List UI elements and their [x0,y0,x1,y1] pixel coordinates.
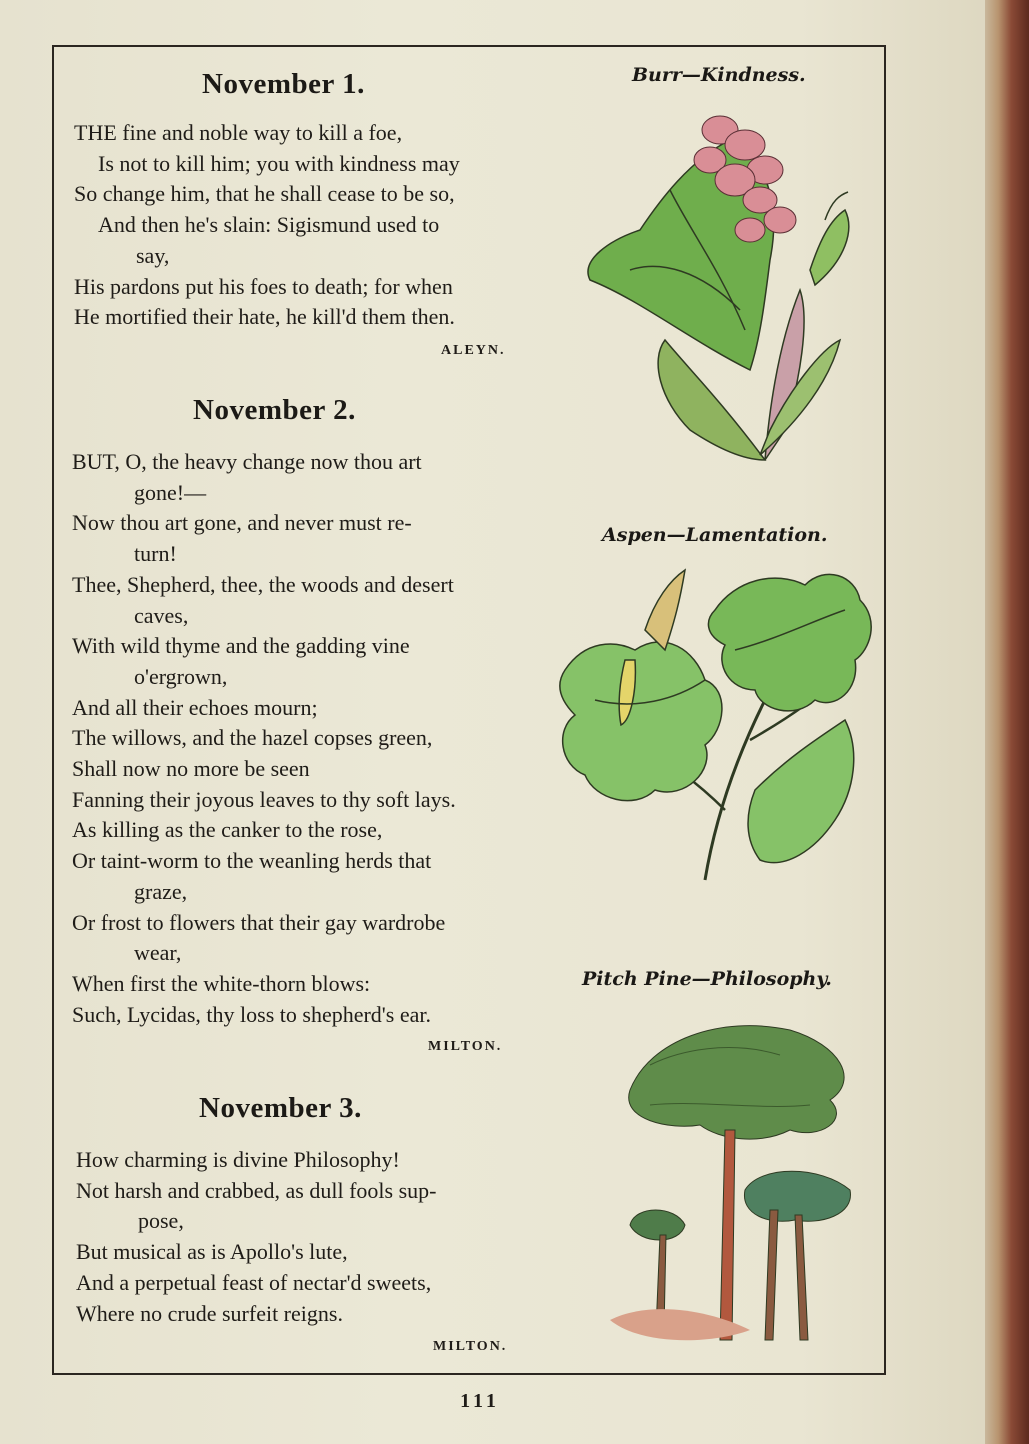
book-cover-edge [985,0,1029,1444]
plate-caption-aspen: Aspen—Lamentation. [602,524,828,546]
poem-line: Not harsh and crabbed, as dull fools sup- [76,1177,437,1203]
poem-line: o'ergrown, [134,663,228,689]
poem-line: say, [136,242,170,268]
poem-line: caves, [134,602,189,628]
poem-line: His pardons put his foes to death; for when [74,273,453,299]
poem-line: pose, [138,1208,184,1234]
poem-line: Is not to kill him; you with kindness may [98,150,460,176]
poem-line: Shall now no more be seen [72,756,310,782]
poem-line: Fanning their joyous leaves to thy soft lays. [72,786,456,812]
poem-nov-3 [76,1145,436,1329]
poem-line: And all their echoes mourn; [72,694,318,720]
author-attribution: ALEYN. [441,343,506,358]
poem-line: Or taint-worm to the weanling herds that [72,848,432,874]
poem-line: So change him, that he shall cease to be so, [74,181,455,207]
poem-line: turn! [134,541,177,567]
poem-line: graze, [134,878,188,904]
author-attribution: MILTON. [428,1039,503,1054]
poem-line: With wild thyme and the gadding vine [72,633,410,659]
poem-line: And then he's slain: Sigismund used to [98,212,440,238]
plate-caption-burr: Burr—Kindness. [632,64,806,86]
poem-line: Where no crude surfeit reigns. [76,1300,343,1326]
poem-line: Thee, Shepherd, thee, the woods and desert [72,571,454,597]
poem-line: THE fine and noble way to kill a foe, [74,120,403,145]
pitch-pine-trees-illustration [590,1010,870,1350]
entry-title-nov-3: November 3. [199,1092,362,1124]
poem-line: wear, [134,940,182,966]
author-attribution: MILTON. [433,1339,508,1354]
poem-line: Now thou art gone, and never must re- [72,510,412,536]
poem-line: How charming is divine Philosophy! [76,1147,400,1172]
poem-line: Such, Lycidas, thy loss to shepherd's ear. [72,1001,431,1027]
poem-line: But musical as is Apollo's lute, [76,1239,348,1265]
aspen-leaves-illustration [555,560,885,890]
poem-line: The willows, and the hazel copses green, [72,725,433,751]
poem-line: Or frost to flowers that their gay wardrobe [72,909,446,935]
poem-line: BUT, O, the heavy change now thou art [72,449,422,474]
poem-line: When first the white-thorn blows: [72,970,371,996]
poem-nov-1 [74,118,460,333]
poem-line: He mortified their hate, he kill'd them then. [74,304,455,330]
poem-nov-2 [72,447,456,1030]
poem-line: As killing as the canker to the rose, [72,817,383,843]
poem-line: gone!— [134,479,207,505]
page-number: 111 [460,1390,500,1412]
plate-caption-pitch-pine: Pitch Pine—Philosophy. [582,968,832,990]
burr-plant-illustration [570,100,870,470]
entry-title-nov-1: November 1. [202,68,365,100]
poem-line: And a perpetual feast of nectar'd sweets, [76,1269,432,1295]
entry-title-nov-2: November 2. [193,394,356,426]
